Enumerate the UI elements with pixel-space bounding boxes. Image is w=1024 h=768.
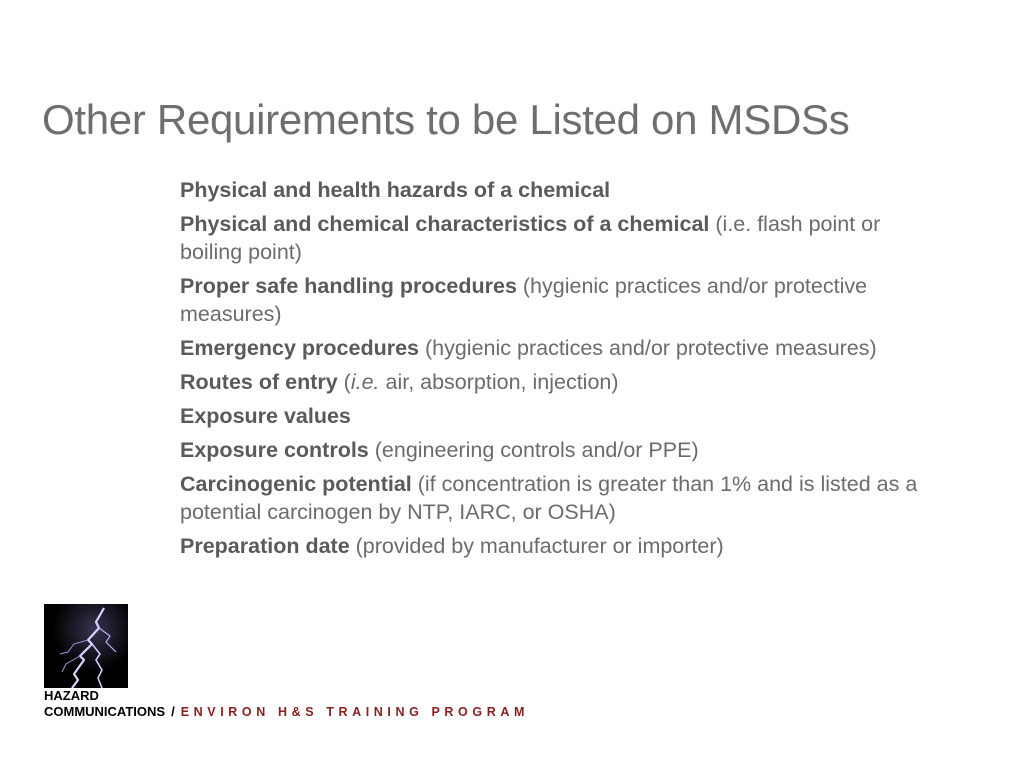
item-heading: Exposure values <box>180 404 351 428</box>
lightning-icon <box>44 604 128 688</box>
item-detail: (if concentration is greater than 1% and is listed as a potential carcinogen by NTP, IARC, or OSHA) <box>180 472 918 524</box>
slide-title: Other Requirements to be Listed on MSDSs <box>42 96 850 143</box>
item-detail: (i.e. flash point or boiling point) <box>180 212 881 264</box>
item-detail-italic: i.e. <box>350 370 380 394</box>
list-item <box>180 368 920 396</box>
list-item <box>180 210 920 266</box>
footer-program: ENVIRON H&S TRAINING PROGRAM <box>180 705 529 719</box>
item-heading: Routes of entry <box>180 370 338 394</box>
item-heading: Physical and health hazards of a chemical <box>180 178 611 202</box>
item-detail: (hygienic practices and/or protective measures) <box>419 336 877 360</box>
item-detail: (engineering controls and/or PPE) <box>368 438 699 462</box>
item-detail-post: air, absorption, injection) <box>379 370 619 394</box>
list-item <box>180 532 920 560</box>
item-detail: (hygienic practices and/or protective measures) <box>180 274 868 326</box>
item-detail-pre: ( <box>337 370 351 394</box>
item-detail: (provided by manufacturer or importer) <box>349 534 724 558</box>
footer <box>44 688 529 720</box>
list-item <box>180 272 920 328</box>
list-item <box>180 176 920 204</box>
footer-communications: COMMUNICATIONS <box>44 704 166 719</box>
requirements-list <box>180 176 920 566</box>
lightning-logo <box>44 604 128 688</box>
footer-line1: HAZARD <box>44 688 99 703</box>
item-heading: Proper safe handling procedures <box>180 274 517 298</box>
list-item <box>180 402 920 430</box>
list-item <box>180 470 920 526</box>
list-item <box>180 334 920 362</box>
item-heading: Preparation date <box>180 534 350 558</box>
list-item <box>180 436 920 464</box>
footer-line2 <box>44 704 529 720</box>
item-heading: Exposure controls <box>180 438 369 462</box>
item-heading: Carcinogenic potential <box>180 472 412 496</box>
footer-separator: / <box>171 704 175 719</box>
item-heading: Emergency procedures <box>180 336 419 360</box>
item-heading: Physical and chemical characteristics of a chemical <box>180 212 710 236</box>
